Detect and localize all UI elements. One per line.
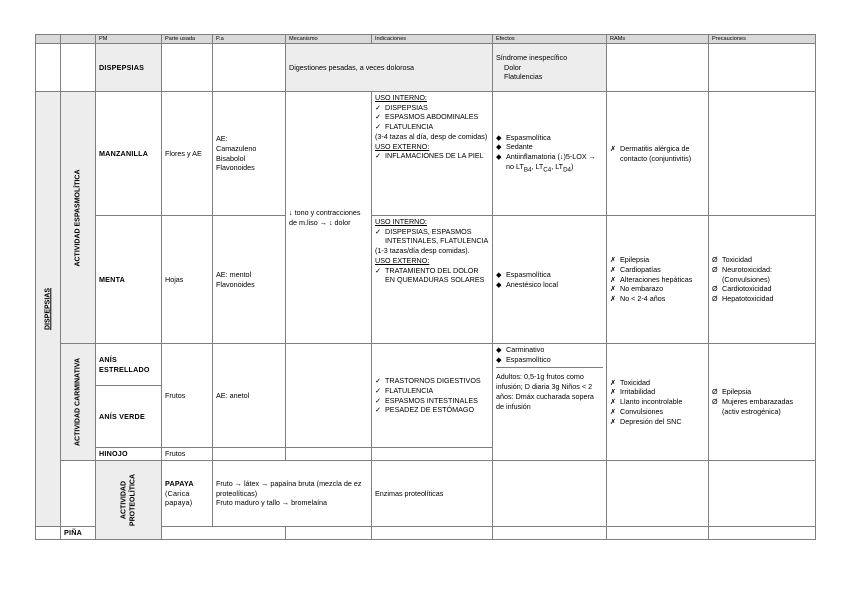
diamond-icon: ◆ (496, 142, 502, 152)
check-icon: ✓ (375, 122, 382, 132)
list-item: ✗ Llanto incontrolable (610, 397, 683, 407)
check-icon: ✓ (375, 385, 382, 395)
diamond-icon: ◆ (496, 269, 502, 279)
cross-icon: ✗ (610, 406, 617, 416)
list-item: ✓ TRASTORNOS DIGESTIVOS (375, 376, 481, 386)
table-row (36, 44, 816, 92)
papaya-mecanismo: Enzimas proteolíticas (372, 461, 493, 527)
papaya-parte: Fruto → látex → papaína bruta (mezcla de ez proteolíticas) Fruto maduro y tallo → bromelaína (213, 461, 372, 527)
table-row (36, 344, 816, 386)
divider (496, 367, 603, 368)
carminativa-indicaciones (372, 344, 493, 448)
header-pa: P.a (213, 35, 286, 44)
dispepsias-mecanismo: Digestiones pesadas, a veces dolorosa (286, 44, 493, 92)
header-efectos: Efectos (493, 35, 607, 44)
cross-icon: ✗ (610, 397, 617, 407)
list-item: Ø Toxicidad (712, 255, 752, 265)
papaya-name: PAPAYA (Carica papaya) (162, 461, 213, 527)
list-item: ✗ No embarazo (610, 284, 664, 294)
header-row (36, 35, 816, 44)
carminativa-rams (607, 344, 709, 461)
menta-name: MENTA (96, 216, 162, 344)
carminativa-parte: Frutos (162, 344, 213, 448)
table-row (36, 92, 816, 216)
check-icon: ✓ (375, 376, 382, 386)
cross-icon: ✗ (610, 294, 617, 304)
hinojo-parte: Frutos (162, 448, 213, 461)
list-item: ✓ DISPEPSIAS (375, 102, 428, 112)
manzanilla-pa: AE: Camazuleno Bisabolol Flavonoides (213, 92, 286, 216)
list-item: ◆ Espasmolítico (496, 354, 551, 364)
list-item: ✗ Depresión del SNC (610, 416, 682, 426)
cross-icon: ✗ (610, 274, 617, 284)
check-icon: ✓ (375, 265, 382, 275)
list-item: ✗ Epilepsia (610, 255, 650, 265)
section-carminativa: ACTIVIDAD CARMINATIVA (61, 344, 96, 461)
no-entry-icon: Ø (712, 294, 718, 304)
list-item: ✓ FLATULENCIA (375, 385, 434, 395)
check-icon: ✓ (375, 405, 382, 415)
diamond-icon: ◆ (496, 132, 502, 142)
section-proteolitica: ACTIVIDAD PROTEOLÍTICA (96, 461, 162, 540)
pina-name: PIÑA (61, 527, 96, 540)
check-icon: ✓ (375, 102, 382, 112)
diamond-icon: ◆ (496, 354, 502, 364)
no-entry-icon: Ø (712, 264, 718, 274)
list-item: ✓ PESADEZ DE ESTÓMAGO (375, 405, 475, 415)
header-indicaciones: Indicaciones (372, 35, 493, 44)
manzanilla-indicaciones: USO INTERNO: ✓ DISPEPSIAS ✓ ESPASMOS ABDOMINALES ✓ FLATULENCIA (3-4 tazas al día, desp de comidas) USO EXTERNO: ✓ INFLAMACIONES DE LA PIEL (372, 92, 493, 216)
manzanilla-name: MANZANILLA (96, 92, 162, 216)
carminativa-pa: AE: anetol (213, 344, 286, 448)
dispepsias-table (35, 34, 816, 540)
menta-indicaciones: USO INTERNO: ✓ DISPEPSIAS, ESPASMOS INTESTINALES, FLATULENCIA (1-3 tazas/día desp comidas). USO EXTERNO: ✓ TRATAMIENTO DEL DOLOR EN QUEMADURAS SOLARES (372, 216, 493, 344)
list-item: ✗ No < 2-4 años (610, 294, 666, 304)
check-icon: ✓ (375, 395, 382, 405)
group-label: DISPEPSIAS (36, 92, 61, 527)
menta-rams (607, 216, 709, 344)
list-item: ✓ FLATULENCIA (375, 122, 434, 132)
diamond-icon: ◆ (496, 279, 502, 289)
cross-icon: ✗ (610, 377, 617, 387)
cross-icon: ✗ (610, 143, 617, 153)
cross-icon: ✗ (610, 264, 617, 274)
no-entry-icon: Ø (712, 397, 718, 407)
check-icon: ✓ (375, 151, 382, 161)
list-item: ✓ ESPASMOS ABDOMINALES (375, 112, 479, 122)
carminativa-precauciones (709, 344, 816, 461)
list-item: ◆ Carminativo (496, 345, 545, 354)
diamond-icon: ◆ (496, 345, 502, 354)
menta-efectos (493, 216, 607, 344)
anis-verde-name: ANÍS VERDE (96, 386, 162, 448)
list-item: Ø Epilepsia (712, 387, 752, 397)
dispepsias-name: DISPEPSIAS (96, 44, 162, 92)
table-row (36, 461, 816, 527)
no-entry-icon: Ø (712, 284, 718, 294)
list-item: Ø Cardiotoxicidad (712, 284, 772, 294)
diamond-icon: ◆ (496, 151, 502, 161)
anis-estrellado-name: ANÍS ESTRELLADO (96, 344, 162, 386)
hinojo-name: HINOJO (96, 448, 162, 461)
list-item: ◆ Anestésico local (496, 279, 558, 289)
list-item: ✓ ESPASMOS INTESTINALES (375, 395, 478, 405)
list-item: ◆ Espasmolítica (496, 269, 551, 279)
header-precauciones: Precauciones (709, 35, 816, 44)
list-item: ✗ Cardiopatías (610, 264, 661, 274)
list-item: ◆ Espasmolítica (496, 132, 551, 142)
cross-icon: ✗ (610, 387, 617, 397)
header-pm: PM (96, 35, 162, 44)
manzanilla-rams (607, 92, 709, 216)
header-mecanismo: Mecanismo (286, 35, 372, 44)
list-item: ✓ TRATAMIENTO DEL DOLOR EN QUEMADURAS SOLARES (375, 265, 485, 285)
list-item: ◆ Sedante (496, 142, 533, 152)
menta-pa: AE: mentol Flavonoides (213, 216, 286, 344)
header-rams: RAMs (607, 35, 709, 44)
check-icon: ✓ (375, 226, 382, 236)
list-item: ✗ Convulsiones (610, 406, 664, 416)
no-entry-icon: Ø (712, 255, 718, 265)
list-item: ✗ Dermatitis alérgica de contacto (conjuntivitis) (610, 143, 692, 163)
manzanilla-parte: Flores y AE (162, 92, 213, 216)
list-item: Ø Mujeres embarazadas (activ estrogénica) (712, 397, 794, 416)
list-item: ✗ Toxicidad (610, 377, 650, 387)
table-row (36, 216, 816, 344)
no-entry-icon: Ø (712, 387, 718, 397)
list-item: ✗ Alteraciones hepáticas (610, 274, 693, 284)
check-icon: ✓ (375, 112, 382, 122)
mecanismo-espasmolitica: ↓ tono y contracciones de m.liso → ↓ dolor (286, 92, 372, 344)
manzanilla-efectos (493, 92, 607, 216)
cross-icon: ✗ (610, 255, 617, 265)
dispepsias-efectos: Síndrome inespecífico Dolor Flatulencias (493, 44, 607, 92)
header-parte: Parte usada (162, 35, 213, 44)
list-item: ✗ Irritabilidad (610, 387, 656, 397)
carminativa-efectos (493, 344, 607, 461)
list-item: ◆ Antiinflamatoria (↓)5-LOX → no $LT_{B4}$, $LT_{C4}$, $LT_{D4}$) (496, 151, 596, 174)
cross-icon: ✗ (610, 284, 617, 294)
list-item: ✓ DISPEPSIAS, ESPASMOS INTESTINALES, FLATULENCIA (375, 226, 489, 246)
list-item: Ø Hepatotoxicidad (712, 294, 774, 304)
section-espasmolitica: ACTIVIDAD ESPASMOLÍTICA (61, 92, 96, 344)
list-item: Ø Neurotoxicidad: (Convulsiones) (712, 264, 772, 284)
carminativa-dosis: Adultos: 0,5-1g frutos como infusión; D diaria 3g Niños < 2 años: Dmáx cucharada sopera de infusión (496, 372, 594, 411)
menta-parte: Hojas (162, 216, 213, 344)
list-item: ✓ INFLAMACIONES DE LA PIEL (375, 151, 484, 161)
menta-precauciones (709, 216, 816, 344)
cross-icon: ✗ (610, 416, 617, 426)
